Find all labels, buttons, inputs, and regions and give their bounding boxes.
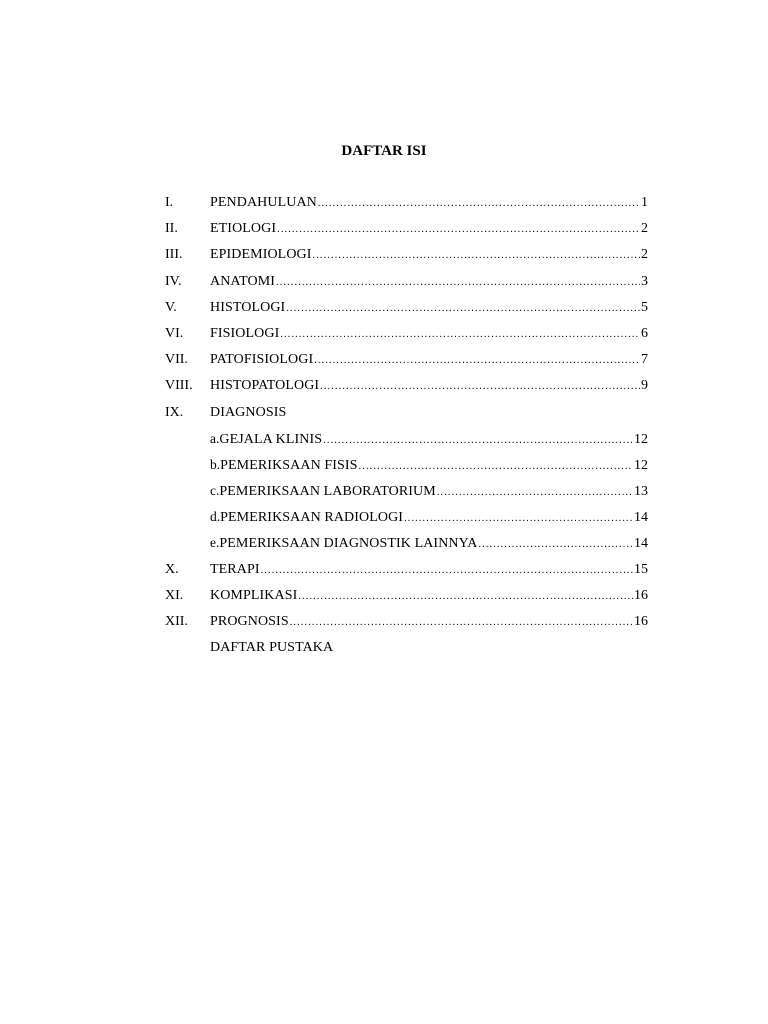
toc-page-number: 1 bbox=[641, 195, 648, 210]
toc-entry-label: TERAPI bbox=[210, 561, 260, 577]
toc-subentry-letter: d. bbox=[210, 509, 221, 525]
toc-entry-label: ETIOLOGI bbox=[210, 221, 277, 237]
toc-page-number: 12 bbox=[634, 457, 648, 473]
toc-dot-leader bbox=[320, 377, 640, 397]
toc-subentry-letter: b. bbox=[210, 456, 221, 472]
toc-entry bbox=[0, 533, 768, 559]
toc-entry-label: PEMERIKSAAN DIAGNOSTIK LAINNYA bbox=[219, 536, 478, 552]
toc-dot-leader bbox=[359, 457, 633, 477]
toc-entry bbox=[0, 298, 768, 324]
toc-page-number: 6 bbox=[641, 325, 648, 341]
toc-entry-label: PEMERIKSAAN RADIOLOGI bbox=[220, 510, 404, 526]
toc-entry bbox=[0, 403, 768, 429]
toc-entry-line bbox=[210, 272, 648, 293]
toc-entry-line bbox=[210, 429, 648, 451]
toc-dot-leader bbox=[276, 273, 640, 293]
toc-entry-number: V. bbox=[165, 299, 177, 315]
toc-dot-leader bbox=[313, 246, 640, 266]
toc-entry bbox=[0, 324, 768, 350]
toc-entry-number: XII. bbox=[165, 614, 188, 629]
toc-dot-leader bbox=[261, 561, 633, 581]
toc-entry-line bbox=[210, 560, 648, 581]
toc-entry bbox=[0, 350, 768, 376]
toc-entry bbox=[0, 219, 768, 245]
toc-dot-leader bbox=[323, 431, 633, 451]
toc-dot-leader bbox=[318, 194, 640, 214]
toc-entry-number: IV. bbox=[165, 273, 182, 289]
toc-entry-label: FISIOLOGI bbox=[210, 325, 280, 341]
toc-dot-leader bbox=[314, 351, 640, 371]
toc-entry-line bbox=[210, 376, 648, 397]
toc-dot-leader bbox=[478, 535, 633, 555]
toc-page-number: 16 bbox=[634, 587, 648, 603]
toc-page-number: 13 bbox=[634, 484, 648, 500]
toc-entry-label: PEMERIKSAAN FISIS bbox=[220, 457, 358, 473]
page-title: DAFTAR ISI bbox=[341, 143, 427, 159]
toc-entry-label: PROGNOSIS bbox=[210, 614, 289, 629]
toc-page-number: 9 bbox=[641, 378, 648, 394]
toc-dot-leader bbox=[298, 587, 633, 607]
toc-entry-line bbox=[210, 298, 648, 319]
toc-page-number: 16 bbox=[634, 614, 648, 629]
toc-entry-label: EPIDEMIOLOGI bbox=[210, 247, 312, 263]
toc-entry-label: DIAGNOSIS bbox=[210, 404, 287, 420]
toc-entry-line bbox=[210, 350, 648, 371]
toc-dot-leader bbox=[404, 509, 633, 529]
toc-entry-label: KOMPLIKASI bbox=[210, 587, 298, 603]
toc-entry-label: PENDAHULUAN bbox=[210, 195, 317, 210]
toc-entry-label: HISTOPATOLOGI bbox=[210, 378, 320, 394]
toc-entry-line bbox=[210, 324, 648, 345]
toc-entry-number: VIII. bbox=[165, 378, 193, 394]
toc-page-number: 3 bbox=[641, 273, 648, 289]
toc-entry bbox=[0, 245, 768, 271]
toc-entry-line bbox=[210, 455, 648, 477]
toc-page-number: 12 bbox=[634, 431, 648, 447]
toc-entry-number: I. bbox=[165, 195, 174, 210]
toc-entry-label: PEMERIKSAAN LABORATORIUM bbox=[219, 484, 436, 500]
toc-entry bbox=[0, 481, 768, 507]
toc-page-number: 14 bbox=[634, 510, 648, 526]
toc-entry-number: III. bbox=[165, 247, 183, 263]
toc-entry bbox=[0, 193, 768, 219]
toc-entry-line bbox=[210, 533, 648, 555]
toc-dot-leader bbox=[277, 220, 640, 240]
toc-entry-line bbox=[210, 507, 648, 529]
toc-entry bbox=[0, 586, 768, 612]
toc-subentry-letter: c. bbox=[210, 483, 220, 499]
toc-page-number: 2 bbox=[641, 221, 648, 237]
toc-entry-line bbox=[210, 245, 648, 266]
toc-entry-number: X. bbox=[165, 561, 179, 577]
toc-page-number: 14 bbox=[634, 536, 648, 552]
toc-dot-leader bbox=[290, 613, 633, 633]
toc-entry-label: HISTOLOGI bbox=[210, 299, 286, 315]
toc-entry-number: VII. bbox=[165, 352, 188, 368]
toc-entry-number: XI. bbox=[165, 587, 184, 603]
toc-subentry-letter: a. bbox=[210, 430, 220, 446]
toc-entry bbox=[0, 638, 768, 664]
toc-entry-line bbox=[210, 219, 648, 240]
toc-dot-leader bbox=[286, 299, 640, 319]
toc-entry-number: II. bbox=[165, 221, 178, 237]
toc-dot-leader bbox=[437, 483, 633, 503]
toc-entry-line bbox=[210, 586, 648, 607]
toc-entry-line bbox=[210, 481, 648, 503]
toc-entry bbox=[0, 455, 768, 481]
toc-entry bbox=[0, 612, 768, 638]
toc-dot-leader bbox=[280, 325, 640, 345]
toc-entry-label: ANATOMI bbox=[210, 273, 275, 289]
toc-page-number: 7 bbox=[641, 352, 648, 368]
toc-entry-label: GEJALA KLINIS bbox=[219, 431, 323, 447]
toc-entry bbox=[0, 560, 768, 586]
toc-entry bbox=[0, 376, 768, 402]
toc-entry-line bbox=[210, 193, 648, 214]
toc-page-number: 2 bbox=[641, 247, 648, 263]
toc-entry bbox=[0, 507, 768, 533]
toc-page-number: 5 bbox=[641, 299, 648, 315]
toc-entry-label: PATOFISIOLOGI bbox=[210, 352, 314, 368]
toc-entry bbox=[0, 429, 768, 455]
toc-entry-line bbox=[210, 612, 648, 633]
toc-page-number: 15 bbox=[634, 561, 648, 577]
toc-entry-line bbox=[210, 638, 333, 658]
toc-entry-number: VI. bbox=[165, 325, 184, 341]
toc-entry-line bbox=[210, 403, 286, 423]
toc-subentry-letter: e. bbox=[210, 535, 220, 551]
toc-entry bbox=[0, 272, 768, 298]
toc-entry-label: DAFTAR PUSTAKA bbox=[210, 640, 334, 656]
table-of-contents bbox=[0, 193, 768, 664]
toc-entry-number: IX. bbox=[165, 404, 184, 420]
